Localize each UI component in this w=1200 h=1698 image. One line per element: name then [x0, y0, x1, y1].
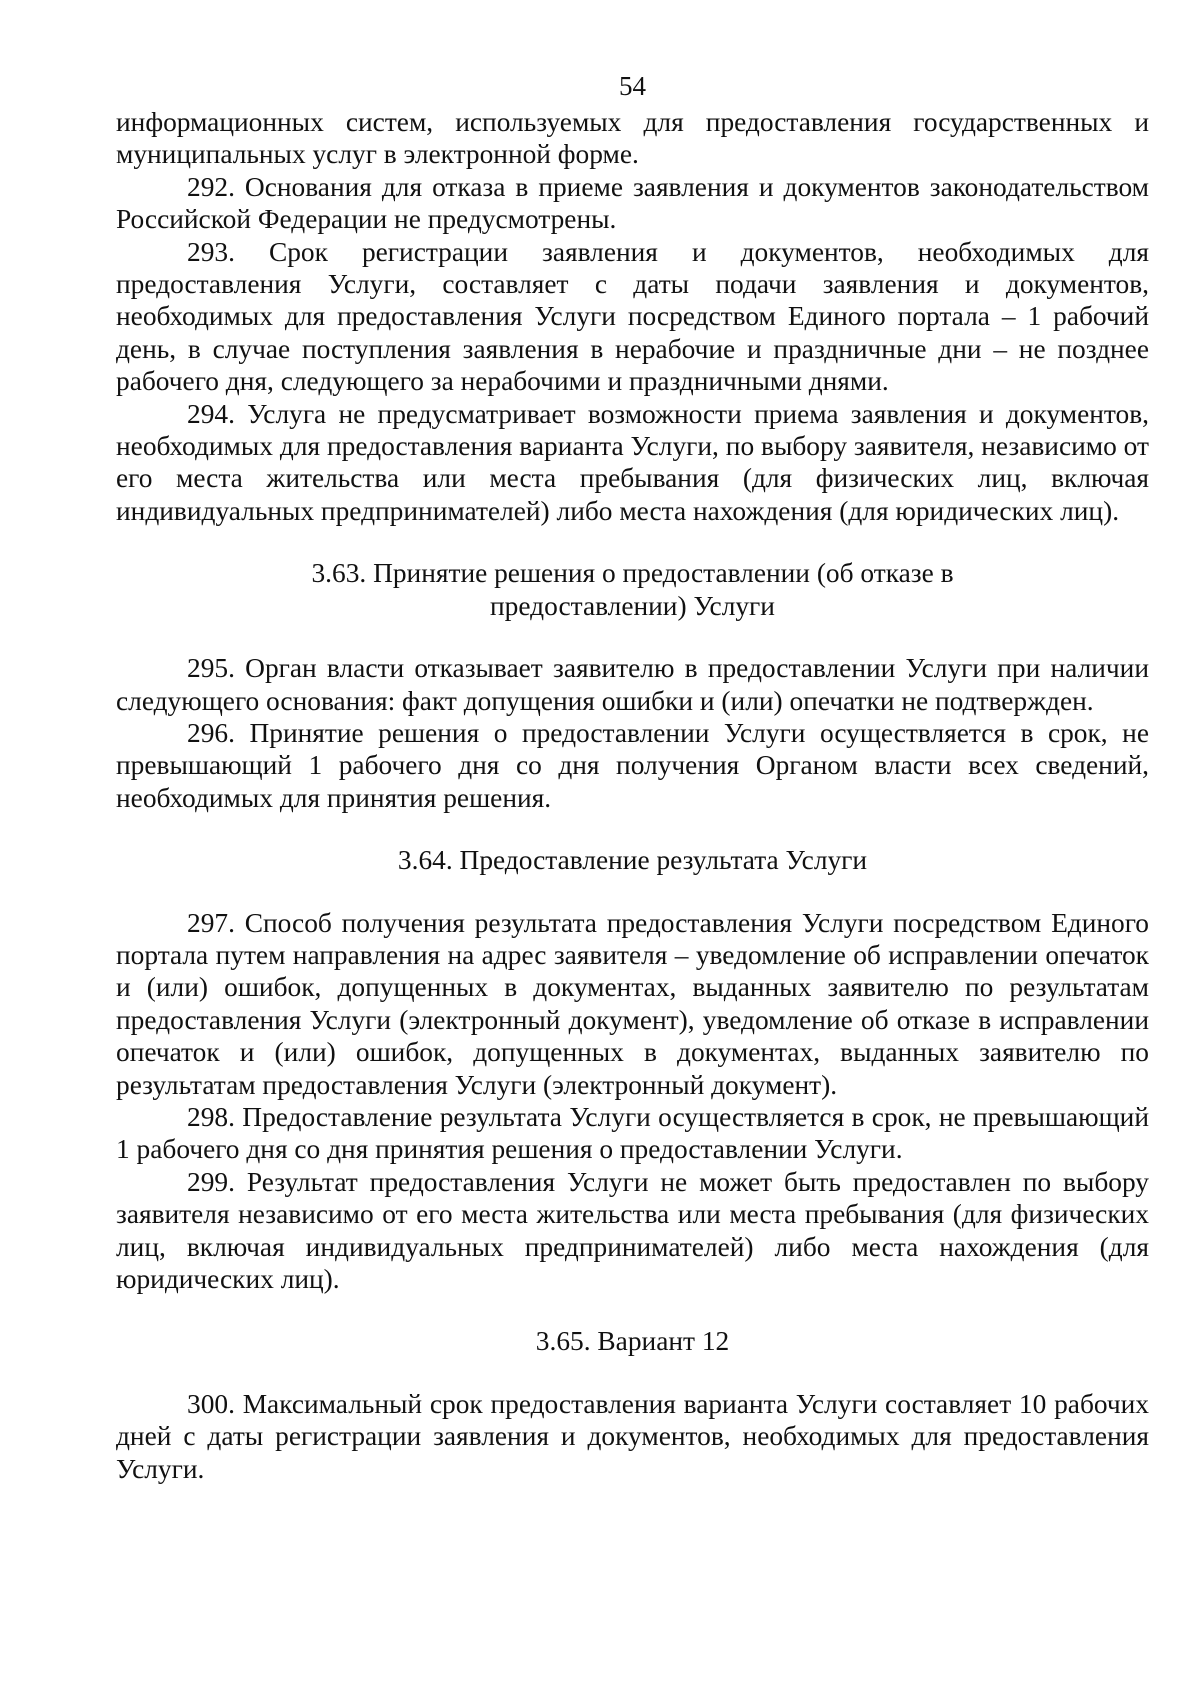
document-page — [116, 70, 1149, 1485]
paragraph-292: 292. Основания для отказа в приеме заявления и документов законодательством Российской Федерации не предусмотрены. — [116, 171, 1149, 235]
paragraph-296: 296. Принятие решения о предоставлении Услуги осуществляется в срок, не превышающий 1 рабочего дня со дня получения Органом власти всех сведений, необходимых для принятия решения. — [116, 717, 1149, 813]
section-heading-3-64: 3.64. Предоставление результата Услуги — [397, 845, 868, 876]
paragraph-297: 297. Способ получения результата предоставления Услуги посредством Единого портала путем направления на адрес заявителя – уведомление об исправлении опечаток и (или) ошибок, допущенных в документах, выданных заявителю по результатам предоставления Услуги (электронный документ), уведомление об отказе в исправлении опечаток и (или) ошибок, допущенных в документах, выданных заявителю по результатам предоставления Услуги (электронный документ). — [116, 907, 1149, 1100]
section-heading-3-65: 3.65. Вариант 12 — [535, 1326, 730, 1357]
paragraph-293: 293. Срок регистрации заявления и документов, необходимых для предоставления Услуги, составляет с даты подачи заявления и документов, необходимых для предоставления Услуги посредством Единого портала – 1 рабочий день, в случае поступления заявления в нерабочие и праздничные дни – не позднее рабочего дня, следующего за нерабочими и праздничными днями. — [116, 236, 1149, 397]
paragraph-295: 295. Орган власти отказывает заявителю в предоставлении Услуги при наличии следующего основания: факт допущения ошибки и (или) опечатки не подтвержден. — [116, 653, 1149, 716]
paragraph-298: 298. Предоставление результата Услуги осуществляется в срок, не превышающий 1 рабочего дня со дня принятия решения о предоставлении Услуги. — [116, 1101, 1149, 1165]
paragraph-300: 300. Максимальный срок предоставления варианта Услуги составляет 10 рабочих дней с даты регистрации заявления и документов, необходимых для предоставления Услуги. — [116, 1388, 1149, 1484]
paragraph-294: 294. Услуга не предусматривает возможности приема заявления и документов, необходимых для предоставления варианта Услуги, по выбору заявителя, независимо от его места жительства или места пребывания (для физических лиц, включая индивидуальных предпринимателей) либо места нахождения (для юридических лиц). — [116, 398, 1149, 526]
page-number: 54 — [619, 71, 646, 101]
paragraph-continuation: информационных систем, используемых для предоставления государственных и муниципальных услуг в электронной форме. — [116, 107, 1149, 170]
section-heading-3-63: 3.63. Принятие решения о предоставлении (об отказе в предоставлении) Услуги — [311, 558, 954, 621]
paragraph-299: 299. Результат предоставления Услуги не может быть предоставлен по выбору заявителя независимо от его места жительства или места пребывания (для физических лиц, включая индивидуальных предпринимателей) либо места нахождения (для юридических лиц). — [116, 1166, 1149, 1294]
